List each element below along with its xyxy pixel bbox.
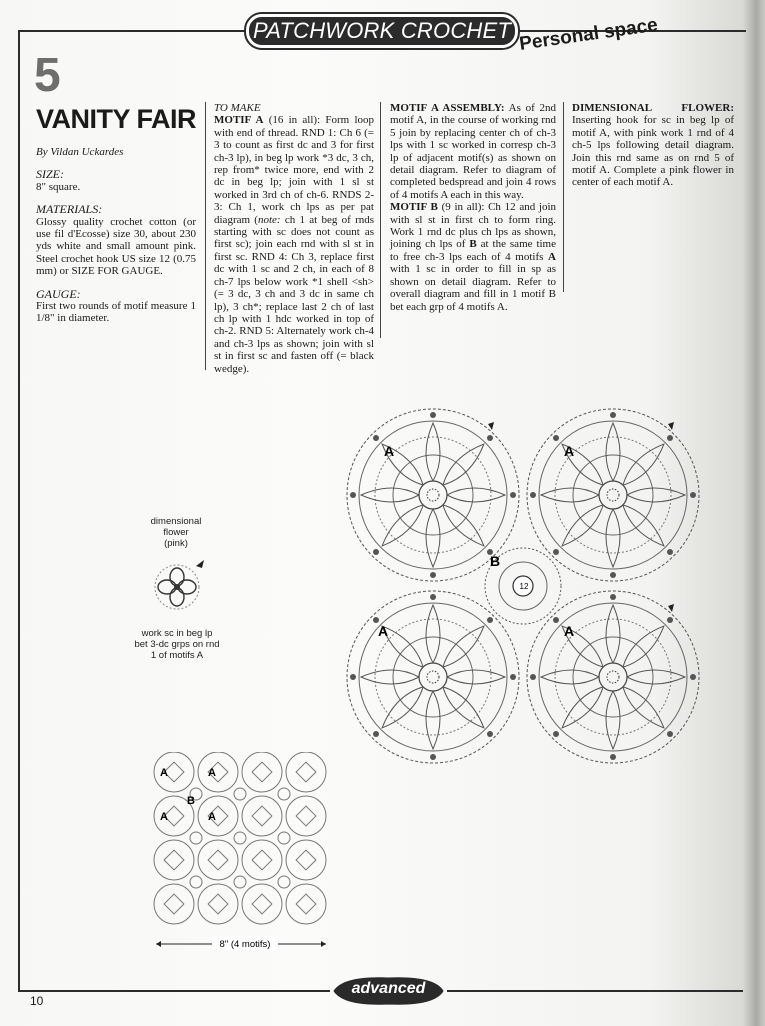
motif-b-text: (9 in all): Ch 12 and join with sl st in first ch to form ring. Work 1 rnd dc plus ch lps as shown, joining ch lps of [390,201,556,251]
overview-motif [198,840,238,880]
overview-motif [198,884,238,924]
overview-diagram [150,752,340,956]
overview-label-b: B [187,795,195,807]
overview-motif [286,840,326,880]
overview-label-a: A [160,767,168,779]
motif-b-ref-a: A [548,250,556,263]
assembly-paragraph [390,102,556,201]
column-rule [563,102,564,292]
page-number: 10 [30,994,44,1008]
column-rule [205,102,206,370]
motif-a-label: A [384,443,395,459]
overview-motif [286,796,326,836]
assembly-text: As of 2nd motif A, in the course of working rnd 5 join by replacing center ch of ch-3 lps with 1 sc worked in corresp ch-3 lp of adjacent motif(s) as shown on detail diagram. Refer to diagram of completed bedspread and join 4 rows of 4 motifs A each in this way. [390,102,556,201]
motif-a-label: A [564,443,575,459]
difficulty-badge-text: advanced [351,980,426,997]
motif-a-label: MOTIF A [214,114,264,127]
column-4 [572,102,734,189]
section-banner [246,14,518,48]
materials-text: Glossy quality crochet cotton (or use fil d'Ecosse) size 30, about 230 yds white and small amount pink. Steel crochet hook US size 12 (0.75 mm) or SIZE FOR GAUGE. [36,215,196,278]
overview-motif-b [278,876,290,888]
overview-motif-center [252,762,272,782]
column-1 [36,146,196,325]
flower-caption-line: dimensional [150,516,202,527]
overview-motif-b [278,832,290,844]
motif-a-label: A [564,623,575,639]
flower-note-line: work sc in beg lp [141,628,213,639]
to-make-heading: TO MAKE [214,102,261,114]
overview-motif [286,884,326,924]
assembly-label: MOTIF A ASSEMBLY: [390,102,505,114]
overview-width-label: 8" (4 motifs) [219,939,271,950]
motif-b-text-3: with 1 sc in order to fill in sp as shown on detail diagram. Refer to overall diagram and fill in 1 motif B bet each grp of 4 motifs A. [390,263,556,313]
flower-note-line: bet 3-dc grps on rnd [134,639,220,650]
overview-motif-center [296,806,316,826]
pattern-title: VANITY FAIR [36,104,197,134]
overview-motif [242,840,282,880]
overview-label-a: A [208,767,216,779]
flower-diagram [146,556,208,618]
overview-motif-b [278,788,290,800]
overview-motif-center [252,806,272,826]
gauge-text: First two rounds of motif measure 1 1/8" in diameter. [36,300,196,325]
pattern-number: 5 [34,49,60,102]
flower-caption-line: flower [163,527,189,538]
personal-space-tag: Personal space [518,14,659,55]
overview-motif-center [296,894,316,914]
frame-line [18,30,20,992]
materials-heading: MATERIALS: [36,202,103,217]
motif-a-text-cont: ch 1 at beg of rnds starting with sc does not count as first sc); join each rnd with sl st in first sc. RND 4: Ch 3, replace first dc with 1 sc and 2 ch, in each of 8 ch-7 lps below work *1 shell <sh> (= 3 dc, 3 ch and 3 dc in same ch lp), 3 ch*; replace last 2 ch of last ch lp with 1 hdc worked in top of ch-2. RND 5: Alternately work ch-4 and ch-3 lps as shown; join with sl st in first sc and fasten off (= black wedge). [214,213,375,375]
difficulty-badge [330,974,447,1008]
overview-motif-center [208,850,228,870]
overview-label-a: A [208,811,216,823]
frame-line [447,990,743,992]
column-2 [214,102,374,375]
overview-motif-center [296,850,316,870]
motif-b-label: MOTIF B [390,201,438,214]
flower-caption [130,516,222,549]
overview-motif-center [296,762,316,782]
detail-diagram [338,400,708,772]
overview-motif [242,796,282,836]
frame-line [18,30,246,32]
overview-label-a: A [160,811,168,823]
flower-note [120,628,234,661]
overview-motif-b [234,788,246,800]
overview-motif [286,752,326,792]
overview-motif-b [190,876,202,888]
overview-motif-b [190,832,202,844]
motif-a-text: (16 in all): Form loop with end of thread. RND 1: Ch 6 (= 3 to count as first dc and 3 for first ch-3 lp), in beg lp work *3 dc, 3 ch, rep from* twice more, end with 2 dc in beg lp; join with 1 sl st worked in 3rd ch of ch-6. RNDS 2-3: Ch 1, work ch lps as per pat diagram ( [214,114,374,226]
motif-a-label: A [378,623,389,639]
section-banner-text: PATCHWORK CROCHET [252,18,512,43]
overview-motif-b [234,876,246,888]
column-3 [390,102,556,313]
overview-motif-center [164,850,184,870]
flower-paragraph [572,102,734,189]
overview-motif [198,752,238,792]
size-heading: SIZE: [36,167,64,182]
flower-label: DIMENSIONAL FLOWER: [572,102,734,114]
gauge-heading: GAUGE: [36,286,81,301]
frame-line [18,990,330,992]
motif-b-center-number: 12 [519,582,529,591]
overview-motif-b [234,832,246,844]
overview-motif-center [252,894,272,914]
overview-motif [242,884,282,924]
overview-motif [242,752,282,792]
motif-a-paragraph [214,114,374,375]
byline: By Vildan Uckardes [36,146,124,158]
column-rule [380,102,381,338]
motif-b-paragraph [390,201,556,313]
flower-caption-line: (pink) [164,538,188,549]
overview-motif [154,840,194,880]
page-spine [743,0,765,1026]
overview-motif-center [164,894,184,914]
overview-motif [154,884,194,924]
motif-b-text-2: at the same time to free ch-3 lps each of 4 motifs [390,238,556,263]
flower-text: Inserting hook for sc in beg lp of motif A, with pink work 1 rnd of 4 ch-5 lps following detail diagram. Join this rnd same as on rnd 5 of motif A. Complete a pink flower in center of each motif A. [572,114,734,189]
size-text: 8" square. [36,180,81,193]
motif-b-label: B [490,553,501,569]
flower-note-line: 1 of motifs A [150,650,204,661]
overview-motif-center [208,894,228,914]
motif-b-ref-b: B [469,238,477,251]
motif-a-note: note: [257,213,281,226]
overview-motif-center [252,850,272,870]
overview-motif [198,796,238,836]
